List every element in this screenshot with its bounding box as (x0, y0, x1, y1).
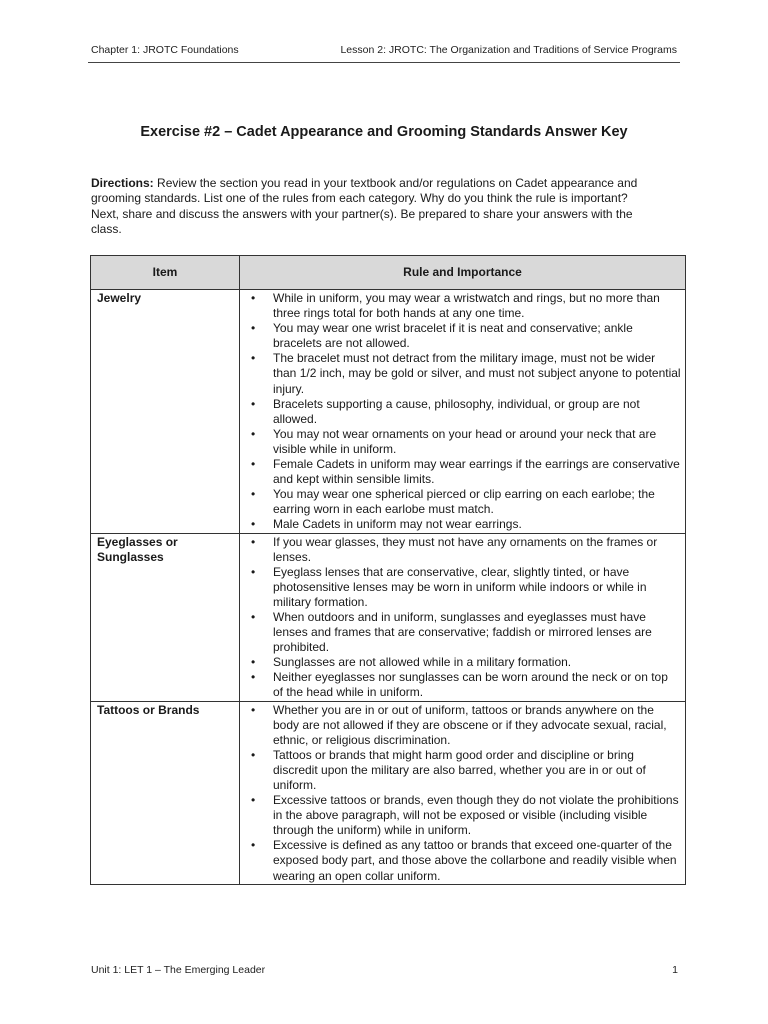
list-item: • You may wear one spherical pierced or clip earring on each earlobe; the earring worn in each earlobe must match. (251, 487, 655, 517)
list-item: • Bracelets supporting a cause, philosophy, individual, or group are not allowed. (251, 396, 640, 426)
header-lesson: Lesson 2: JROTC: The Organization and Traditions of Service Programs (340, 44, 677, 56)
list-item: • If you wear glasses, they must not have any ornaments on the frames or lenses. (251, 534, 658, 564)
page-title: Exercise #2 – Cadet Appearance and Grooming Standards Answer Key (140, 124, 628, 140)
list-item: • Excessive tattoos or brands, even though they do not violate the prohibitions in the above paragraph, will not be exposed or visible (including visible through the uniform) while in uniform. (251, 793, 679, 838)
list-item: • The bracelet must not detract from the military image, must not be wider than 1/2 inch, may be gold or silver, and must not subject anyone to potential injury. (251, 351, 681, 396)
list-item: • You may wear one wrist bracelet if it is neat and conservative; ankle bracelets are not allowed. (251, 321, 633, 351)
list-item: • Neither eyeglasses nor sunglasses can be worn around the neck or on top of the head while in uniform. (251, 670, 668, 700)
table-row-eyeglasses (91, 533, 686, 701)
footer-unit: Unit 1: LET 1 – The Emerging Leader (91, 964, 266, 976)
list-item: • Eyeglass lenses that are conservative, clear, slightly tinted, or have photosensitive lenses may be worn in uniform while indoors or while in military formation. (251, 564, 647, 609)
standards-table (90, 255, 686, 885)
rules-jewelry (240, 290, 686, 534)
directions-paragraph (91, 176, 651, 238)
list-item: • Female Cadets in uniform may wear earrings if the earrings are conservative and kept within sensible limits. (251, 457, 680, 487)
list-item: • You may not wear ornaments on your head or around your neck that are visible while in uniform. (251, 426, 657, 456)
rules-tattoos (240, 701, 686, 884)
list-item: • Male Cadets in uniform may not wear earrings. (251, 517, 522, 532)
table-row-jewelry (91, 290, 686, 534)
directions-text: Review the section you read in your textbook and/or regulations on Cadet appearance and grooming standards. List one of the rules from each category. Why do you think the rule is important? Next, share and discuss the answers with your partner(s). Be prepared to share your answers with the class. (91, 176, 638, 237)
rules-eyeglasses (240, 533, 686, 701)
directions-label: Directions: (91, 176, 154, 190)
list-item: • When outdoors and in uniform, sunglasses and eyeglasses must have lenses and frames that are conservative; faddish or mirrored lenses are prohibited. (251, 609, 652, 655)
header-rule (88, 62, 680, 63)
list-item: • Excessive is defined as any tattoo or brands that exceed one-quarter of the exposed body part, and those above the collarbone and readily visible when wearing an open collar uniform. (251, 838, 677, 883)
list-item: • Tattoos or brands that might harm good order and discipline or bring discredit upon the military are also barred, whether you are in or out of uniform. (251, 747, 646, 792)
header-chapter: Chapter 1: JROTC Foundations (91, 44, 239, 56)
column-header-item: Item (91, 256, 240, 290)
page-number: 1 (672, 964, 678, 976)
item-eyeglasses: Eyeglasses or Sunglasses (91, 533, 240, 701)
table-row-tattoos (91, 701, 686, 884)
item-tattoos: Tattoos or Brands (91, 701, 240, 884)
column-header-rule: Rule and Importance (240, 256, 686, 290)
list-item: • Whether you are in or out of uniform, tattoos or brands anywhere on the body are not allowed if they are obscene or if they advocate sexual, racial, ethnic, or religious discrimination. (251, 702, 667, 747)
item-jewelry: Jewelry (91, 290, 240, 534)
list-item: • Sunglasses are not allowed while in a military formation. (251, 655, 572, 670)
list-item: • While in uniform, you may wear a wristwatch and rings, but no more than three rings total for both hands at any one time. (251, 291, 660, 321)
table-header-row (91, 256, 686, 290)
